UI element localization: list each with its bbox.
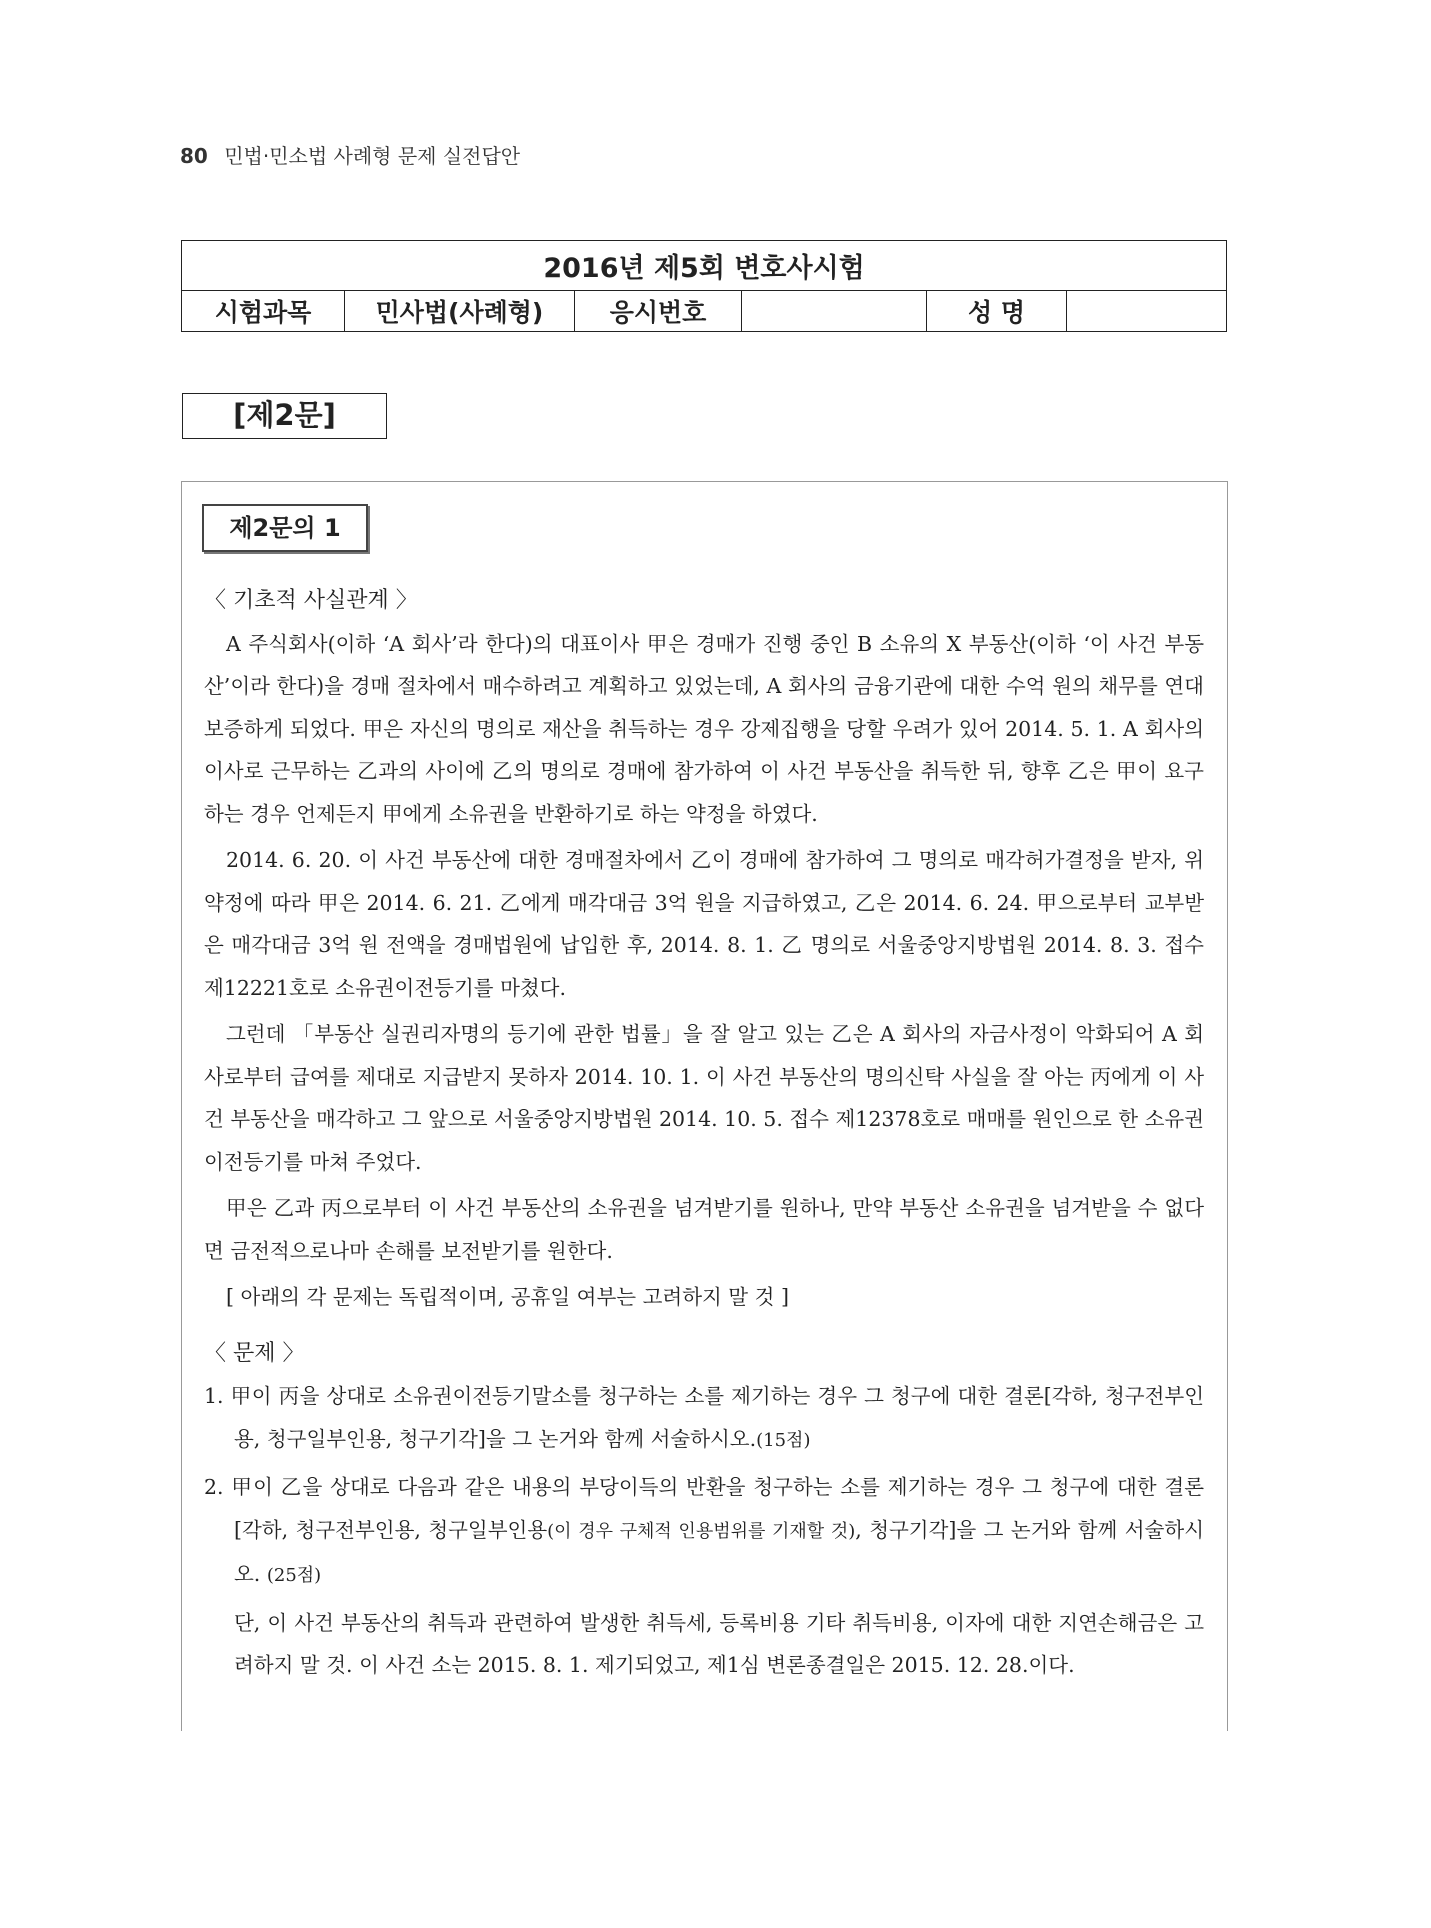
exam-title: 2016년 제5회 변호사시험 bbox=[182, 241, 1227, 291]
instructions-note: [ 아래의 각 문제는 독립적이며, 공휴일 여부는 고려하지 말 것 ] bbox=[226, 1285, 789, 1309]
question-1 bbox=[204, 1375, 1204, 1462]
sub-question-tag: 제2문의 1 bbox=[202, 504, 368, 552]
question-1-points: (15점) bbox=[756, 1429, 811, 1451]
questions-heading: 〈 문제 〉 bbox=[204, 1340, 305, 1366]
page-number: 80 bbox=[180, 144, 208, 168]
question-2-text-a: 2. 甲이 乙을 상대로 다음과 같은 내용의 부당이득의 반환을 청구하는 소를 제기하는 경우 그 청구에 대한 결론[각하, 청구전부인용, 청구일부인용 bbox=[204, 1475, 1204, 1542]
question-2-paren-note: (이 경우 구체적 인용범위를 기재할 것) bbox=[547, 1520, 856, 1542]
question-2-condition: 단, 이 사건 부동산의 취득과 관련하여 발생한 취득세, 등록비용 기타 취득비용, 이자에 대한 지연손해금은 고려하지 말 것. 이 사건 소는 2015. 8. 1. 제기되었고, 제1심 변론종결일은 2015. 12. 28.이다. bbox=[234, 1610, 1204, 1677]
question-content-box bbox=[181, 481, 1228, 1731]
question-2-text-b: , 청구기각]을 그 논거와 함께 서술하시오. bbox=[234, 1517, 1204, 1586]
facts-paragraph-2: 2014. 6. 20. 이 사건 부동산에 대한 경매절차에서 乙이 경매에 참가하여 그 명의로 매각허가결정을 받자, 위 약정에 따라 甲은 2014. 6. 21. 乙에게 매각대금 3억 원을 지급하였고, 乙은 2014. 6. 24. 甲으로부터 교부받은 매각대금 3억 원 전액을 경매법원에 납입한 후, 2014. 8. 1. 乙 명의로 서울중앙지방법원 2014. 8. 3. 접수 제12221호로 소유권이전등기를 마쳤다. bbox=[204, 848, 1204, 1000]
question-2 bbox=[204, 1466, 1204, 1598]
exam-number-label: 응시번호 bbox=[575, 291, 742, 332]
book-title: 민법·민소법 사례형 문제 실전답안 bbox=[224, 144, 521, 168]
facts-heading: 〈 기초적 사실관계 〉 bbox=[204, 588, 418, 613]
exam-header-table bbox=[181, 240, 1227, 332]
question-tag: [제2문] bbox=[182, 393, 387, 439]
subject-value: 민사법(사례형) bbox=[345, 291, 575, 332]
exam-number-field bbox=[742, 291, 927, 332]
facts-paragraph-4: 甲은 乙과 丙으로부터 이 사건 부동산의 소유권을 넘겨받기를 원하나, 만약 부동산 소유권을 넘겨받을 수 없다면 금전적으로나마 손해를 보전받기를 원한다. bbox=[204, 1196, 1204, 1263]
facts-paragraph-3: 그런데 「부동산 실권리자명의 등기에 관한 법률」을 잘 알고 있는 乙은 A 회사의 자금사정이 악화되어 A 회사로부터 급여를 제대로 지급받지 못하자 2014. 10. 1. 이 사건 부동산의 명의신탁 사실을 잘 아는 丙에게 이 사건 부동산을 매각하고 그 앞으로 서울중앙지방법원 2014. 10. 5. 접수 제12378호로 매매를 원인으로 한 소유권이전등기를 마쳐 주었다. bbox=[204, 1022, 1204, 1174]
subject-label: 시험과목 bbox=[182, 291, 345, 332]
name-field bbox=[1067, 291, 1227, 332]
question-2-points: (25점) bbox=[266, 1565, 322, 1586]
name-label: 성 명 bbox=[927, 291, 1067, 332]
question-1-text: 1. 甲이 丙을 상대로 소유권이전등기말소를 청구하는 소를 제기하는 경우 그 청구에 대한 결론[각하, 청구전부인용, 청구일부인용, 청구기각]을 그 논거와 함께 서술하시오. bbox=[204, 1384, 1204, 1451]
question-text bbox=[204, 580, 1204, 1687]
running-head bbox=[180, 140, 520, 169]
facts-paragraph-1: A 주식회사(이하 ‘A 회사’라 한다)의 대표이사 甲은 경매가 진행 중인 B 소유의 X 부동산(이하 ‘이 사건 부동산’이라 한다)을 경매 절차에서 매수하려고 계획하고 있었는데, A 회사의 금융기관에 대한 수억 원의 채무를 연대보증하게 되었다. 甲은 자신의 명의로 재산을 취득하는 경우 강제집행을 당할 우려가 있어 2014. 5. 1. A 회사의 이사로 근무하는 乙과의 사이에 乙의 명의로 경매에 참가하여 이 사건 부동산을 취득한 뒤, 향후 乙은 甲이 요구하는 경우 언제든지 甲에게 소유권을 반환하기로 하는 약정을 하였다. bbox=[204, 631, 1204, 826]
